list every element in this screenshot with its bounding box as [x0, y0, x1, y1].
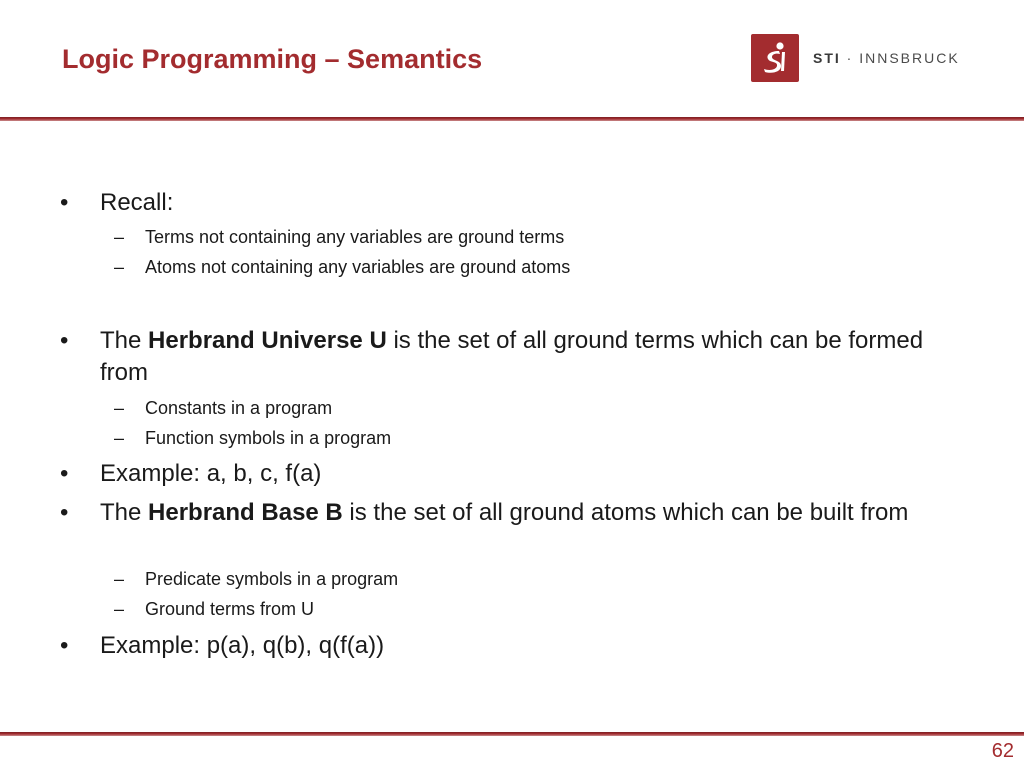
- sub-bullet-marker: –: [114, 569, 125, 589]
- bullet-text: [100, 325, 960, 389]
- header-divider: [0, 117, 1024, 121]
- logo-city: INNSBRUCK: [859, 50, 960, 66]
- sub-bullet-text: Ground terms from U: [145, 599, 315, 619]
- bullet-text: Example: a, b, c, f(a): [100, 460, 322, 487]
- text-post: is the set of all ground atoms which can be built from: [342, 499, 909, 526]
- sti-innsbruck-logo: [751, 34, 960, 82]
- text-pre: The: [100, 499, 149, 526]
- logo-brand: STI: [813, 50, 841, 66]
- bullet-text: Example: p(a), q(b), q(f(a)): [100, 632, 385, 659]
- term-herbrand-universe: Herbrand Universe U: [148, 327, 387, 354]
- logo-wordmark: [813, 50, 960, 66]
- text-post: is the set of all ground terms which can be formed from: [100, 327, 924, 386]
- sti-logo-icon: [751, 34, 799, 82]
- sub-bullet-text: Predicate symbols in a program: [145, 569, 399, 589]
- bullet-marker: •: [60, 632, 69, 659]
- sub-bullet-text: Atoms not containing any variables are ground atoms: [145, 257, 571, 277]
- sub-bullet-marker: –: [114, 398, 125, 418]
- term-herbrand-base: Herbrand Base B: [148, 499, 343, 526]
- logo-separator: ·: [846, 50, 854, 66]
- text-pre: The: [100, 327, 149, 354]
- sub-bullet-marker: –: [114, 227, 125, 247]
- bullet-marker: •: [60, 499, 69, 526]
- sub-bullet-marker: –: [114, 599, 125, 619]
- footer-divider: [0, 732, 1024, 736]
- bullet-marker: •: [60, 189, 69, 216]
- bullet-marker: •: [60, 460, 69, 487]
- page-number: 62: [991, 740, 1014, 762]
- bullet-text: Recall:: [100, 189, 174, 216]
- slide-title: Logic Programming – Semantics: [62, 44, 483, 74]
- sub-bullet-marker: –: [114, 428, 125, 448]
- bullet-text: [100, 497, 960, 529]
- sub-bullet-text: Constants in a program: [145, 398, 333, 418]
- sub-bullet-text: Function symbols in a program: [145, 428, 392, 448]
- bullet-marker: •: [60, 327, 69, 354]
- sub-bullet-marker: –: [114, 257, 125, 277]
- sub-bullet-text: Terms not containing any variables are ground terms: [145, 227, 565, 247]
